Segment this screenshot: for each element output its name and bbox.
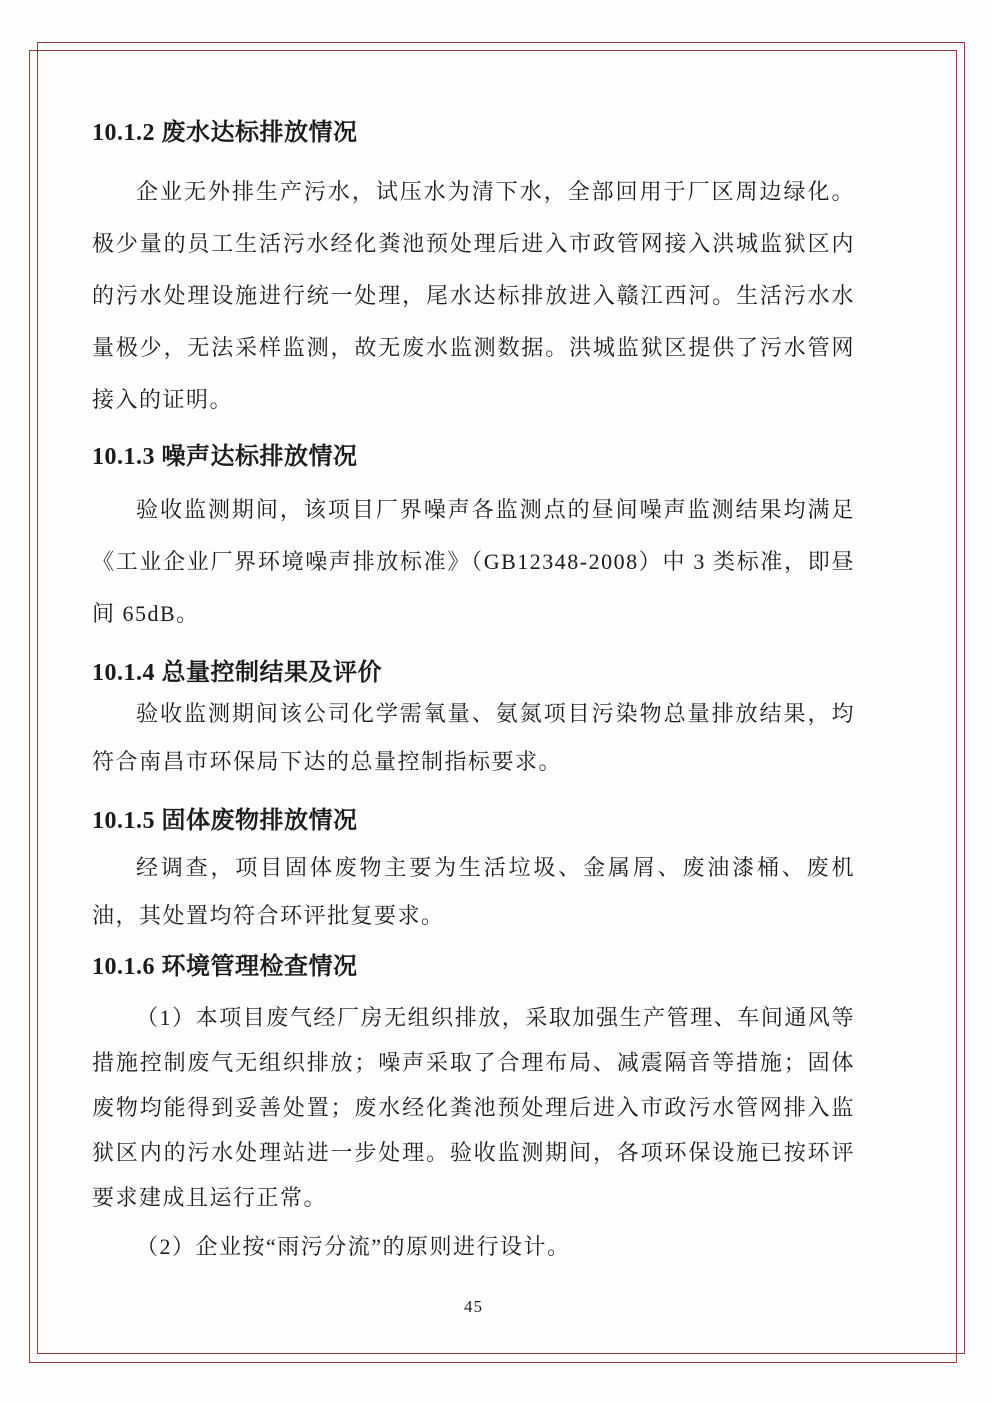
section-heading-10-1-6: 10.1.6 环境管理检查情况: [92, 954, 358, 980]
paragraph-wastewater-compliance: 企业无外排生产污水，试压水为清下水，全部回用于厂区周边绿化。极少量的员工生活污水经化粪池预处理后进入市政管网接入洪城监狱区内的污水处理设施进行统一处理，尾水达标排放进入赣江西河。生活污水水量极少，无法采样监测，故无废水监测数据。洪城监狱区提供了污水管网接入的证明。: [92, 179, 855, 412]
paragraph-noise-compliance: 验收监测期间，该项目厂界噪声各监测点的昼间噪声监测结果均满足《工业企业厂界环境噪声排放标准》（GB12348-2008）中 3 类标准，即昼间 65dB。: [92, 497, 855, 626]
section-heading-10-1-2: 10.1.2 废水达标排放情况: [92, 120, 358, 146]
section-heading-10-1-3: 10.1.3 噪声达标排放情况: [92, 444, 358, 470]
paragraph-env-management-item2: （2）企业按“雨污分流”的原则进行设计。: [136, 1234, 571, 1259]
document-content: [92, 118, 855, 1317]
paragraph-total-quantity-control: 验收监测期间该公司化学需氧量、氨氮项目污染物总量排放结果，均符合南昌市环保局下达的总量控制指标要求。: [92, 701, 855, 774]
page-number: 45: [464, 1297, 483, 1316]
paragraph-solid-waste: 经调查，项目固体废物主要为生活垃圾、金属屑、废油漆桶、废机油，其处置均符合环评批复要求。: [92, 855, 855, 928]
paragraph-env-management-item1: （1）本项目废气经厂房无组织排放，采取加强生产管理、车间通风等措施控制废气无组织排放；噪声采取了合理布局、减震隔音等措施；固体废物均能得到妥善处置；废水经化粪池预处理后进入市政污水管网排入监狱区内的污水处理站进一步处理。验收监测期间，各项环保设施已按环评要求建成且运行正常。: [92, 1005, 855, 1210]
section-heading-10-1-5: 10.1.5 固体废物排放情况: [92, 808, 358, 834]
section-heading-10-1-4: 10.1.4 总量控制结果及评价: [92, 660, 382, 686]
